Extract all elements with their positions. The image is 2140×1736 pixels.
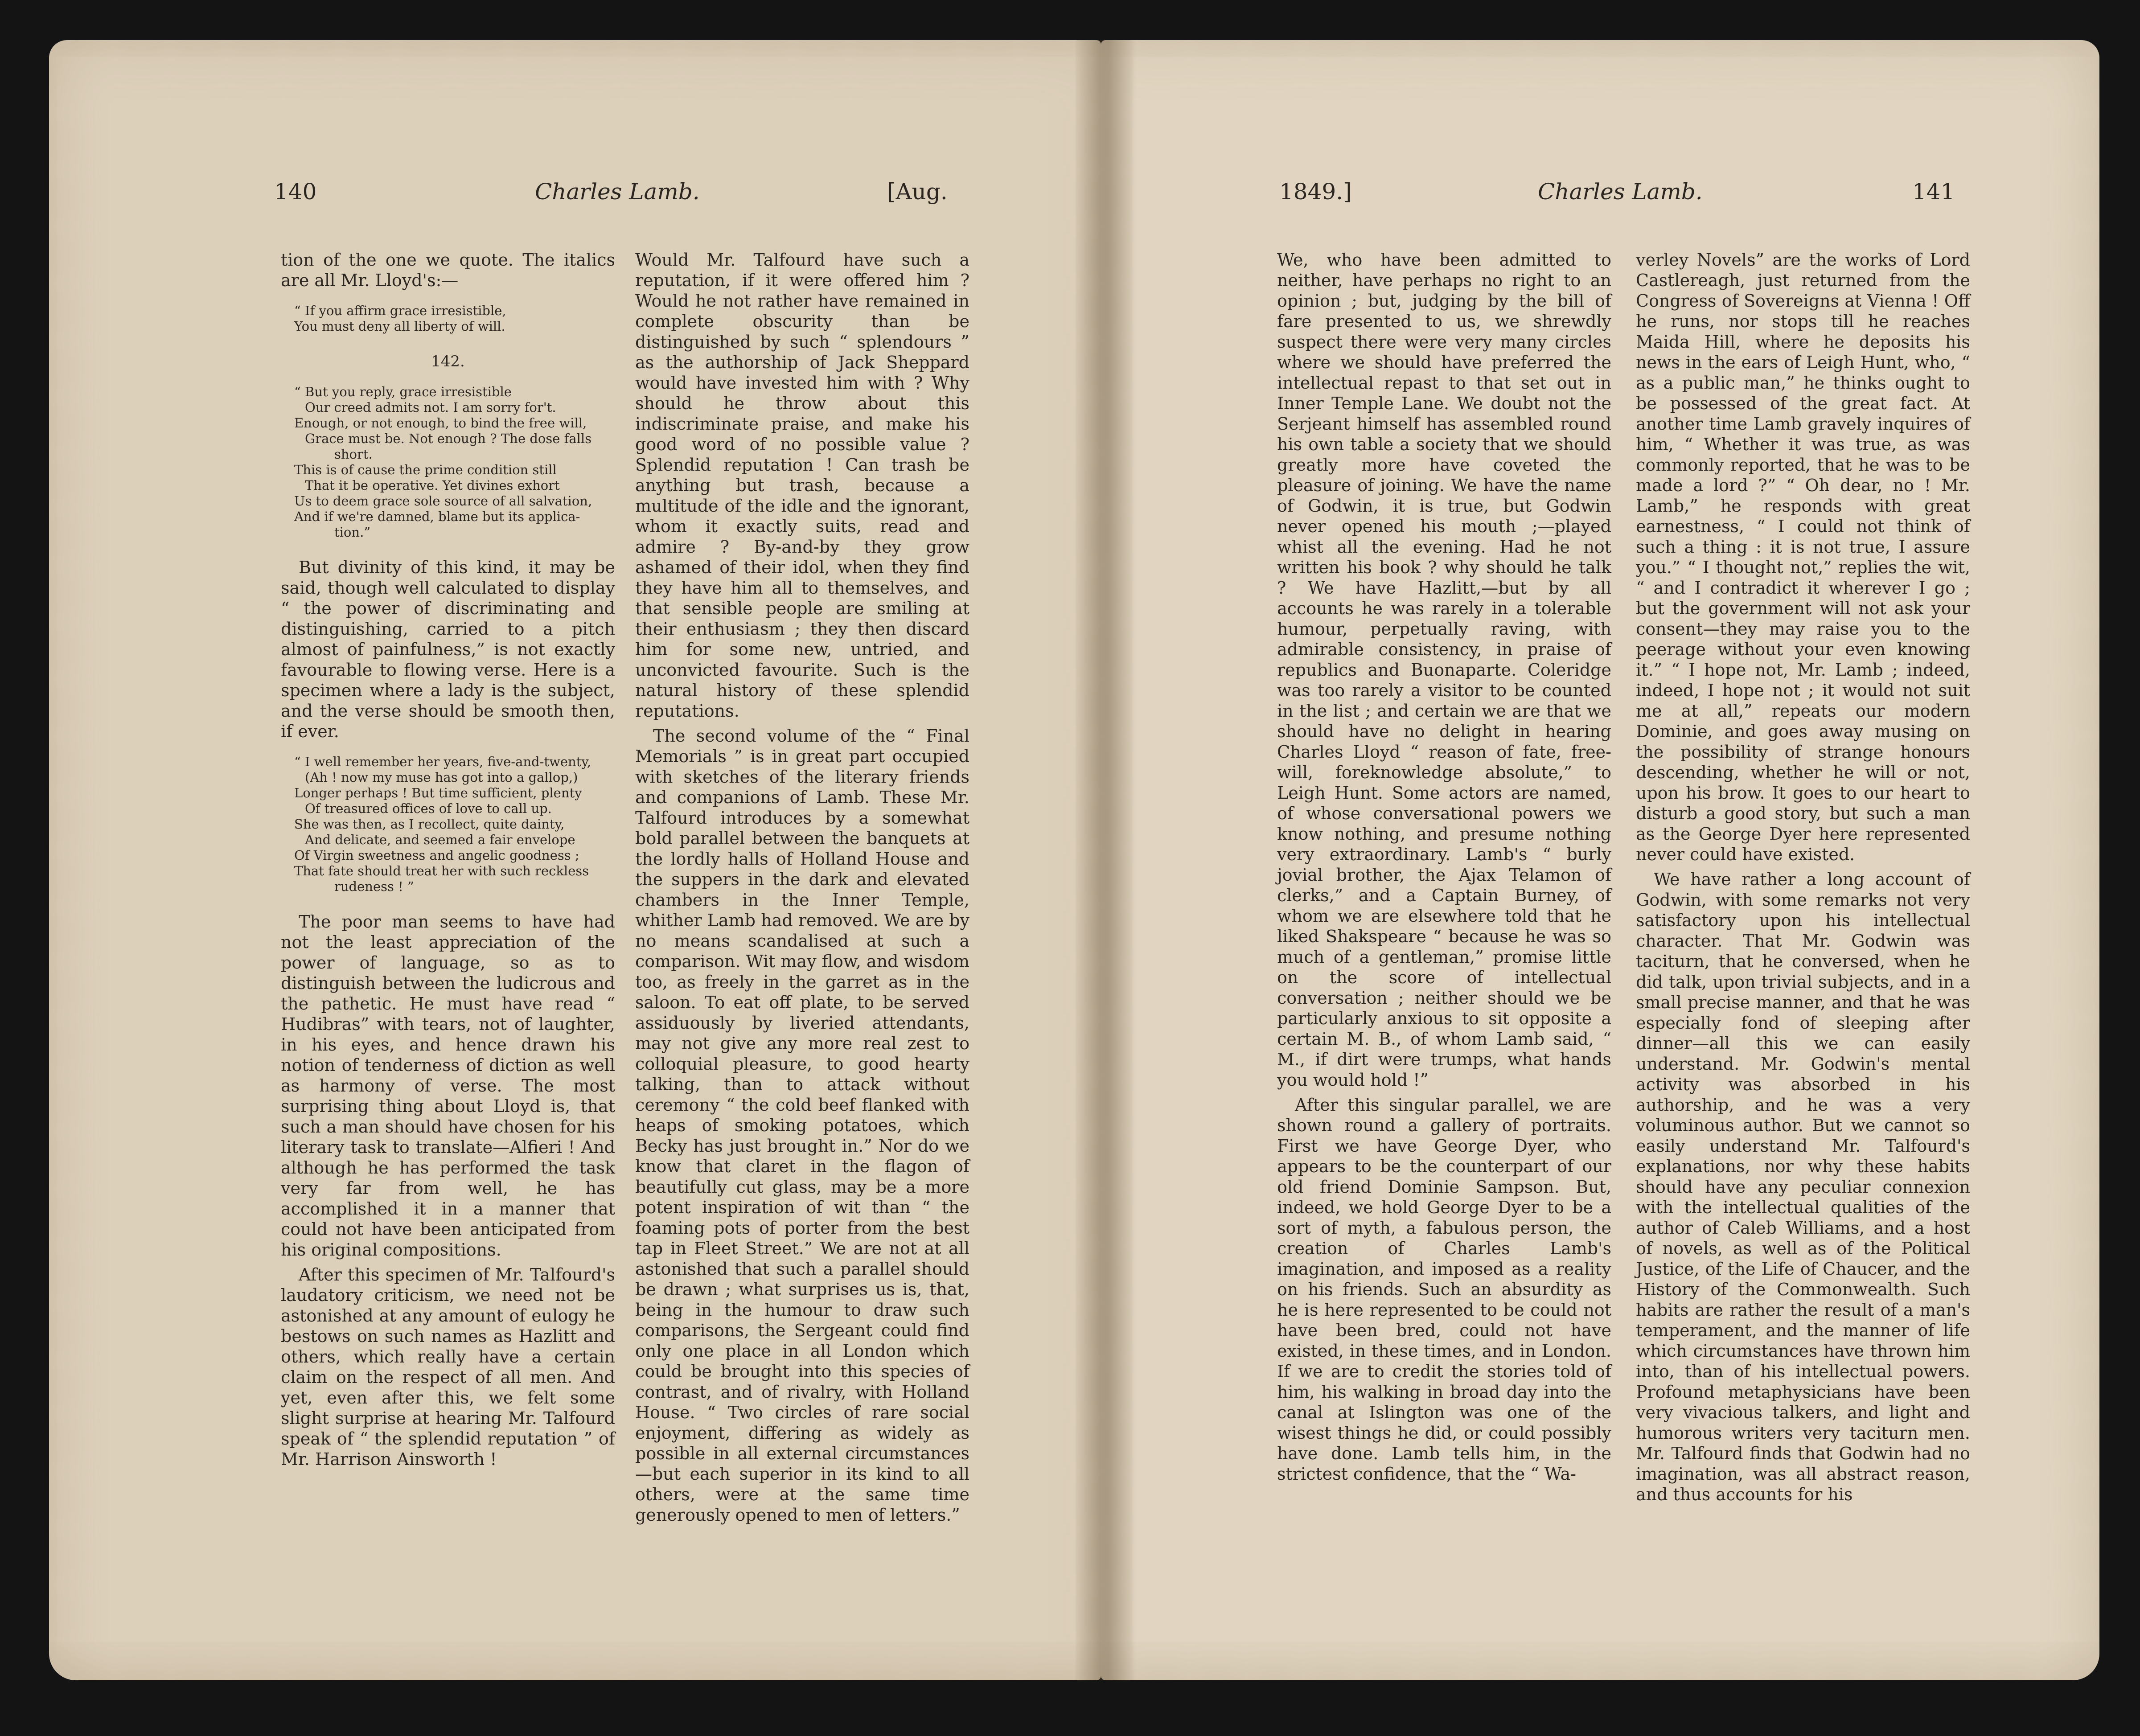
quote-2: “ But you reply, grace irresistible Our creed admits not. I am sorry for't. Enough, or not enough, to bind the free will, Grace must be. Not enough ? The dose falls short. This is of cause the prime condition still That it be operative. Yet divines exhort Us to deem grace sole source of all salvation, And if we're damned, blame but its applica- tion.”	[294, 384, 592, 540]
right-running-title: Charles Lamb.	[1538, 179, 1703, 205]
left-page-number: 140	[274, 179, 317, 205]
paragraph: Would Mr. Talfourd have such a reputation, if it were offered him ? Would he not rather have remained in complete obscurity than be distinguished by such “ splendours ” as the authorship of Jack Sheppard would have invested him with ? Why should he throw about this indiscriminate praise, and make his good word of no possible value ? Splendid reputation ! Can trash be anything but trash, because a multitude of the idle and the ignorant, whom it exactly suits, read and admire ? By-and-by they grow ashamed of their idol, when they find they have him all to themselves, and that sensible people are smiling at their enthusiasm ; they then discard him for some new, untried, and unconvicted favourite. Such is the natural history of these splendid reputations.	[635, 250, 969, 721]
paragraph: The poor man seems to have had not the least appreciation of the power of language, so as to distinguish between the ludicrous and the pathetic. He must have read “ Hudibras” with tears, not of laughter, in his eyes, and hence drawn his notion of tenderness of diction as well as harmony of verse. The most surprising thing about Lloyd is, that such a man should have chosen for his literary task to translate—Alfieri ! And although he has performed the task very far from well, he has accomplished it in a manner that could not have been anticipated from his original compositions.	[281, 912, 615, 1260]
right-running-date: 1849.]	[1279, 179, 1352, 205]
left-page	[49, 40, 1101, 1680]
paragraph: After this specimen of Mr. Talfourd's laudatory criticism, we need not be astonished at any amount of eulogy he bestows on such names as Hazlitt and others, which really have a certain claim on the respect of all men. And yet, even after this, we felt some slight surprise at hearing Mr. Talfourd speak of “ the splendid reputation ” of Mr. Harrison Ainsworth !	[281, 1265, 615, 1469]
right-column-1	[1277, 250, 1611, 1489]
paragraph: We have rather a long account of Godwin, with some remarks not very satisfactory upon his intellectual character. That Mr. Godwin was taciturn, that he conversed, when he did talk, upon trivial subjects, and in a small precise manner, and that he was especially fond of sleeping after dinner—all this we can easily understand. Mr. Godwin's mental activity was absorbed in his authorship, and he was a very voluminous author. But we cannot so easily understand Mr. Talfourd's explanations, nor why these habits should have any peculiar connexion with the intellectual qualities of the author of Caleb Williams, and a host of novels, as well as of the Political Justice, of the Life of Chaucer, and the History of the Commonwealth. Such habits are rather the result of a man's temperament, and the manner of life which circumstances have thrown him into, than of his intellectual powers. Profound metaphysicians have been very vivacious talkers, and light and humorous writers very taciturn men. Mr. Talfourd finds that Godwin had no imagination, was all abstract reason, and thus accounts for his	[1636, 870, 1970, 1504]
open-book	[49, 40, 2099, 1698]
right-page	[1101, 40, 2099, 1680]
paragraph: After this singular parallel, we are shown round a gallery of portraits. First we have George Dyer, who appears to be the counterpart of our old friend Dominie Sampson. But, indeed, we hold George Dyer to be a sort of myth, a fabulous person, the creation of Charles Lamb's imagination, and imposed as a reality on his friends. Such an absurdity as he is here represented to be could not have been bred, could not have existed, in these times, and in London. If we are to credit the stories told of him, his walking in broad day into the canal at Islington was one of the wisest things he did, or could possibly have done. Lamb tells him, in the strictest confidence, that the “ Wa-	[1277, 1095, 1611, 1484]
left-running-title: Charles Lamb.	[535, 179, 700, 205]
right-column-2	[1636, 250, 1970, 1509]
section-number: 142.	[431, 353, 465, 370]
left-column-1	[281, 250, 615, 1474]
paragraph: But divinity of this kind, it may be said, though well calculated to display “ the power of discriminating and distinguishing, carried to a pitch almost of painfulness,” is not exactly favourable to flowing verse. Here is a specimen where a lady is the subject, and the verse should be smooth then, if ever.	[281, 558, 615, 741]
paragraph: We, who have been admitted to neither, have perhaps no right to an opinion ; but, judging by the bill of fare presented to us, we shrewdly suspect there were very many circles where we should have preferred the intellectual repast to that set out in Inner Temple Lane. We doubt not the Serjeant himself has assembled round his own table a society that we should greatly more have coveted the pleasure of joining. We have the name of Godwin, it is true, but Godwin never opened his mouth ;—played whist all the evening. Had he not written his book ? why should he talk ? We have Hazlitt,—but by all accounts he was rarely in a tolerable humour, perpetually raving, with admirable consistency, in praise of republics and Buonaparte. Coleridge was too rarely a visitor to be counted in the list ; and certain we are that we should have no delight in hearing Charles Lloyd “ reason of fate, free-will, foreknowledge absolute,” to Leigh Hunt. Some actors are named, of whose conversational powers we know nothing, and presume nothing very extraordinary. Lamb's “ burly jovial brother, the Ajax Telamon of clerks,” and a Captain Burney, of whom we are elsewhere told that he liked Shakspeare “ because he was so much of a gentleman,” promise little on the score of intellectual conversation ; neither should we be particularly anxious to sit opposite a certain M. B., of whom Lamb said, “ M., if dirt were trumps, what hands you would hold !”	[1277, 250, 1611, 1090]
left-column-2	[635, 250, 969, 1530]
quote-1: “ If you affirm grace irresistible, You must deny all liberty of will.	[294, 303, 506, 334]
intro-text: tion of the one we quote. The italics are all Mr. Lloyd's:—	[281, 250, 615, 290]
quote-3: “ I well remember her years, five-and-twenty, (Ah ! now my muse has got into a gallop,) Longer perhaps ! But time sufficient, plenty Of treasured offices of love to call up. She was then, as I recollect, quite dainty, And delicate, and seemed a fair envelope Of Virgin sweetness and angelic goodness ; That fate should treat her with such reckless rudeness ! ”	[294, 754, 591, 894]
paragraph: The second volume of the “ Final Memorials ” is in great part occupied with sketches of the literary friends and companions of Lamb. These Mr. Talfourd introduces by a somewhat bold parallel between the banquets at the lordly halls of Holland House and the suppers in the dark and elevated chambers in the Inner Temple, whither Lamb had removed. We are by no means scandalised at such a comparison. Wit may flow, and wisdom too, as freely in the garret as in the saloon. To eat off plate, to be served assiduously by liveried attendants, may not give any more real zest to colloquial pleasure, to good hearty talking, than to attack without ceremony “ the cold beef flanked with heaps of smoking potatoes, which Becky has just brought in.” Nor do we know that claret in the flagon of beautifully cut glass, may be a more potent inspiration of wit than “ the foaming pots of porter from the best tap in Fleet Street.” We are not at all astonished that such a parallel should be drawn ; what surprises us is, that, being in the humour to draw such comparisons, the Sergeant could find only one place in all London which could be brought into this species of contrast, and of rivalry, with Holland House. “ Two circles of rare social enjoyment, differing as widely as possible in all external circumstances—but each superior in its kind to all others, were at the same time generously opened to men of letters.”	[635, 726, 969, 1525]
book-gutter	[1074, 40, 1137, 1680]
right-page-number: 141	[1912, 179, 1955, 205]
paragraph: verley Novels” are the works of Lord Castlereagh, just returned from the Congress of Sovereigns at Vienna ! Off he runs, nor stops till he reaches Maida Hill, where he deposits his news in the ears of Leigh Hunt, who, “ as a public man,” he thinks ought to be possessed of the great fact. At another time Lamb gravely inquires of him, “ Whether it was true, as was commonly reported, that he was to be made a lord ?” “ Oh dear, no ! Mr. Lamb,” he responds with great earnestness, “ I could not think of such a thing : it is not true, I assure you.” “ I thought not,” replies the wit, “ and I contradict it wherever I go ; but the government will not ask your consent—they may raise you to the peerage without your even knowing it.” “ I hope not, Mr. Lamb ; indeed, indeed, I hope not ; it would not suit me at all,” repeats our modern Dominie, and goes away musing on the possibility of strange honours descending, whether he will or not, upon his brow. It goes to our heart to disturb a good story, but such a man as the George Dyer here represented never could have existed.	[1636, 250, 1970, 864]
left-running-date: [Aug.	[887, 179, 948, 205]
